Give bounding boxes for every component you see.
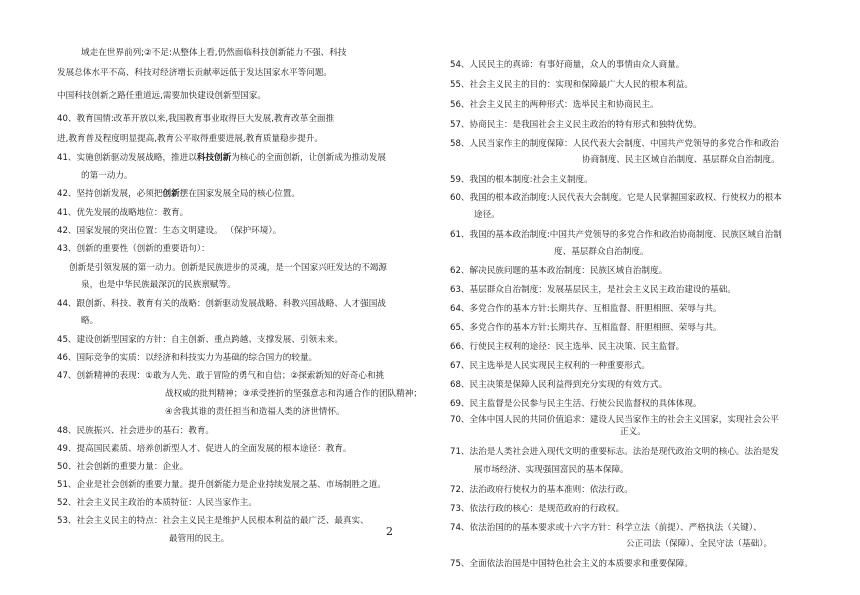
- text-line: 75、全面依法治国是中国特色社会主义的本质要求和重要保障。: [450, 559, 693, 569]
- text-line: 63、基层群众自治制度：发展基层民主，是社会主义民主政治建设的基础。: [450, 285, 736, 295]
- text-line: 60、我国的根本政治制度:人民代表大会制度。它是人民掌握国家政权、行使权力的根本: [450, 193, 782, 203]
- text-line: 41、优先发展的战略地位：教育。: [57, 208, 189, 218]
- text-line: 59、我国的根本制度:社会主义制度。: [450, 175, 593, 185]
- text-line: 的第一动力。: [81, 171, 133, 181]
- text-line: 66、行使民主权利的途径：民主选举、民主决策、民主监督。: [450, 342, 685, 352]
- text-line: 展市场经济、实现强国富民的基本保障。: [474, 465, 629, 475]
- text-line: 64、多党合作的基本方针:长期共存、互相监督、肝胆相照、荣辱与共。: [450, 304, 722, 314]
- text-span: 41、实施创新驱动发展战略，推进以: [57, 153, 197, 163]
- text-line: 47、创新精神的表现：①敢为人先、敢于冒险的勇气和自信；②探索新知的好奇心和挑: [57, 371, 385, 381]
- page-number: 2: [386, 525, 393, 538]
- text-line: 67、民主选举是人民实现民主权利的一种重要形式。: [450, 361, 650, 371]
- text-line: 略。: [81, 316, 99, 326]
- text-line: 途径。: [474, 210, 500, 220]
- text-line: 48、民族振兴、社会进步的基石：教育。: [57, 426, 215, 436]
- text-line: 中国科技创新之路任重道远,需要加快建设创新型国家。: [57, 91, 266, 101]
- text-line: 61、我国的基本政治制度:中国共产党领导的多党合作和政治协商制度、民族区域自治制: [450, 230, 782, 240]
- text-line: 52、社会主义民主政治的本质特征：人民当家作主。: [57, 498, 257, 508]
- text-line: 泉，也是中华民族最深沉的民族禀赋等。: [81, 280, 236, 290]
- text-line: 70、全体中国人民的共同价值追求：建设人民当家作主的社会主义国家，实现社会公平: [450, 415, 779, 425]
- text-line: 战权威的批判精神；③承受挫折的坚强意志和沟通合作的团队精神；: [165, 389, 422, 399]
- text-line: 69、民主监督是公民参与民主生活、行使公民监督权的具体体现。: [450, 399, 702, 409]
- text-span: 摆在国家发展全局的核心位置。: [179, 189, 300, 199]
- text-line: 44、跟创新、科技、教育有关的战略：创新驱动发展战略、科教兴国战略、人才强国战: [57, 299, 386, 309]
- item-41-line: [57, 152, 386, 165]
- text-line: 65、多党合作的基本方针:长期共存、互相监督、肝胆相照、荣辱与共。: [450, 323, 722, 333]
- text-line: 68、民主决策是保障人民利益得到充分实现的有效方式。: [450, 380, 668, 390]
- text-line: 50、社会创新的重要力量：企业。: [57, 462, 189, 472]
- text-line: 49、提高国民素质、培养创新型人才、促进人的全面发展的根本途径：教育。: [57, 444, 352, 454]
- text-line: 45、建设创新型国家的方针：自主创新、重点跨越、支撑发展、引领未来。: [57, 335, 343, 345]
- text-line: 42、国家发展的突出位置：生态文明建设。 （保护环境）。: [57, 226, 282, 236]
- text-line: 51、企业是社会创新的重要力量。提升创新能力是企业持续发展之基、市场制胜之道。: [57, 480, 386, 490]
- text-line: 正义。: [620, 427, 646, 437]
- text-line: 55、社会主义民主的目的：实现和保障最广大人民的根本利益。: [450, 80, 693, 90]
- text-line: 57、协商民主：是我国社会主义民主政治的特有形式和独特优势。: [450, 120, 702, 130]
- text-line: 73、依法行政的核心：是规范政府的行政权。: [450, 504, 625, 514]
- text-line: 62、解决民族问题的基本政治制度：民族区域自治制度。: [450, 266, 668, 276]
- text-line: 最管用的民主。: [169, 534, 230, 544]
- text-line: 74、依法治国的的基本要求或十六字方针：科学立法（前提）、严格执法（关键）、: [450, 523, 762, 533]
- bold-text: 创新: [162, 189, 180, 199]
- text-line: 公正司法（保障）、全民守法（基础）。: [626, 539, 773, 549]
- text-line: 43、创新的重要性（创新的重要语句）：: [57, 244, 210, 254]
- text-line: 46、国际竞争的实质：以经济和科技实力为基础的综合国力的较量。: [57, 353, 318, 363]
- text-line: 协商制度、民主区域自治制度、基层群众自治制度。: [582, 155, 780, 165]
- text-line: 创新是引领发展的第一动力。创新是民族进步的灵魂，是一个国家兴旺发达的不竭源: [69, 263, 387, 273]
- text-line: 54、人民民主的真谛：有事好商量，众人的事情由众人商量。: [450, 60, 685, 70]
- text-line: 40、教育国情:改革开放以来,我国教育事业取得巨大发展,教育改革全面推: [57, 114, 335, 124]
- text-line: 发展总体水平不高、科技对经济增长贡献率远低于发达国家水平等问题。: [57, 68, 333, 78]
- bold-text: 科技创新: [196, 153, 232, 163]
- text-line: 71、法治是人类社会进入现代文明的重要标志。法治是现代政治文明的核心。法治是发: [450, 447, 779, 457]
- text-line: 72、法治政府行使权力的基本准则：依法行政。: [450, 485, 633, 495]
- text-line: ④舍我其谁的责任担当和造福人类的济世情怀。: [165, 407, 345, 417]
- text-span: 为核心的全面创新，让创新成为推动发展: [231, 153, 386, 163]
- text-line: 域走在世界前列;②不足:从整体上看,仍然面临科技创新能力不强、科技: [81, 48, 347, 58]
- text-line: 56、社会主义民主的两种形式：选举民主和协商民主。: [450, 100, 659, 110]
- text-line: 进,教育普及程度明显提高,教育公平取得重要进展,教育质量稳步提升。: [57, 134, 324, 144]
- text-line: 度、基层群众自治制度。: [554, 247, 649, 257]
- text-span: 42、坚持创新发展，必须把: [57, 189, 163, 199]
- item-42-line: [57, 188, 300, 201]
- text-line: 58、人民当家作主的制度保障：人民代表大会制度、中国共产党领导的多党合作和政治: [450, 139, 779, 149]
- text-line: 53、社会主义民主的特点：社会主义民主是维护人民根本利益的最广泛、最真实、: [57, 516, 369, 526]
